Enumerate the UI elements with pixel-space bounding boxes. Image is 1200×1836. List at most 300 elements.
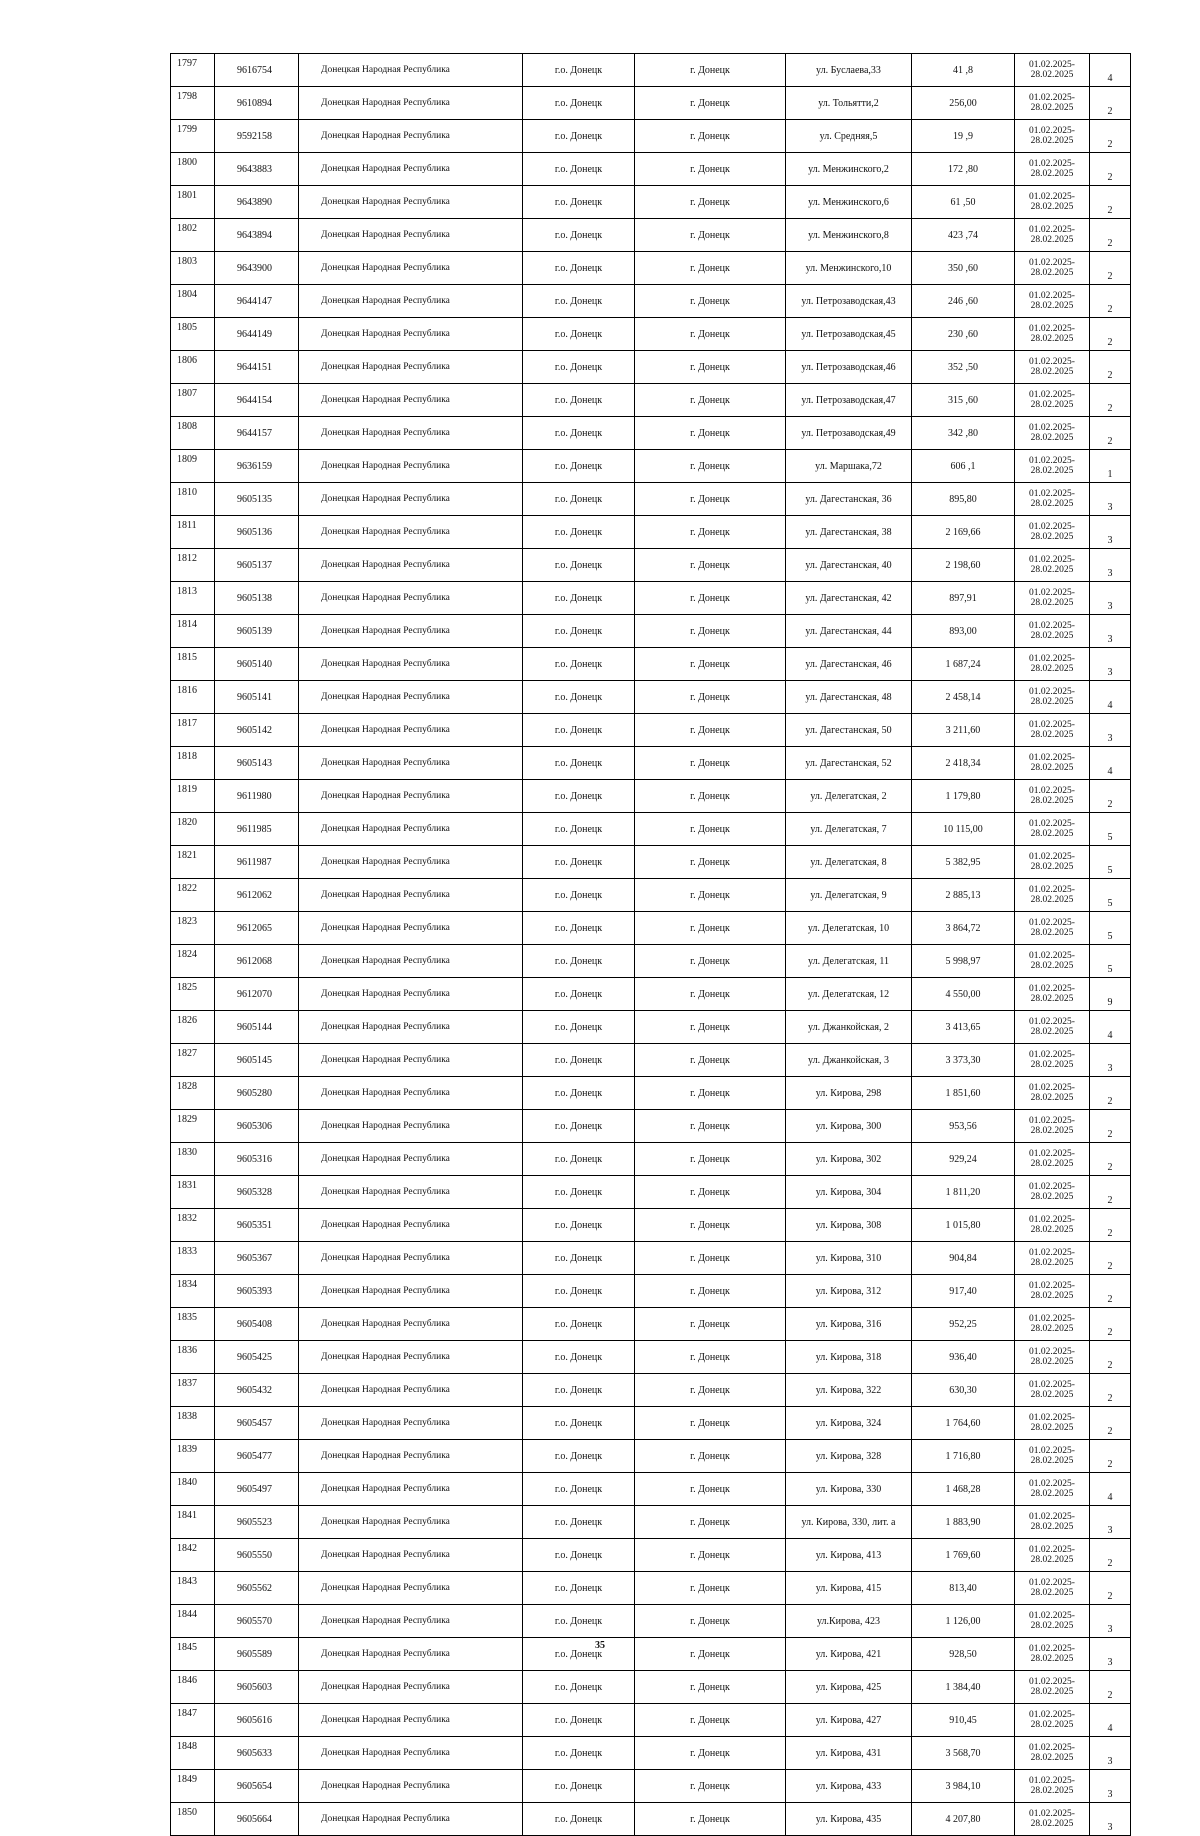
area-cell: 3 568,70 (912, 1737, 1015, 1770)
municipality-cell: г.о. Донецк (523, 1770, 635, 1803)
municipality-cell: г.о. Донецк (523, 1011, 635, 1044)
period-start: 01.02.2025- (1029, 390, 1075, 400)
count-cell: 2 (1090, 1176, 1131, 1209)
area-cell: 1 015,80 (912, 1209, 1015, 1242)
row-number-cell: 1814 (171, 615, 215, 648)
count-cell: 2 (1090, 1407, 1131, 1440)
period-start: 01.02.2025- (1029, 1512, 1075, 1522)
region-cell: Донецкая Народная Республика (299, 54, 523, 87)
row-number-cell: 1811 (171, 516, 215, 549)
municipality-cell: г.о. Донецк (523, 219, 635, 252)
area-cell: 41 ,8 (912, 54, 1015, 87)
period-start: 01.02.2025- (1029, 423, 1075, 433)
region-cell: Донецкая Народная Республика (299, 615, 523, 648)
municipality-cell: г.о. Донецк (523, 1737, 635, 1770)
period-end: 28.02.2025 (1030, 730, 1074, 740)
area-cell: 910,45 (912, 1704, 1015, 1737)
region-cell: Донецкая Народная Республика (299, 87, 523, 120)
city-cell: г. Донецк (635, 516, 786, 549)
municipality-cell: г.о. Донецк (523, 186, 635, 219)
period-cell (1015, 1671, 1090, 1704)
count-cell: 3 (1090, 516, 1131, 549)
area-cell: 172 ,80 (912, 153, 1015, 186)
object-id-cell: 9605457 (215, 1407, 299, 1440)
count-cell: 2 (1090, 1341, 1131, 1374)
region-cell: Донецкая Народная Республика (299, 1275, 523, 1308)
address-cell: ул. Тольятти,2 (786, 87, 912, 120)
area-cell: 3 211,60 (912, 714, 1015, 747)
row-number-cell: 1841 (171, 1506, 215, 1539)
municipality-cell: г.о. Донецк (523, 714, 635, 747)
row-number-cell: 1847 (171, 1704, 215, 1737)
region-cell: Донецкая Народная Республика (299, 1473, 523, 1506)
table-row (171, 54, 1131, 87)
period-start: 01.02.2025- (1029, 456, 1075, 466)
municipality-cell: г.о. Донецк (523, 1803, 635, 1836)
municipality-cell: г.о. Донецк (523, 1077, 635, 1110)
row-number-cell: 1809 (171, 450, 215, 483)
region-cell: Донецкая Народная Республика (299, 1737, 523, 1770)
address-cell: ул. Кирова, 310 (786, 1242, 912, 1275)
period-start: 01.02.2025- (1029, 1347, 1075, 1357)
region-cell: Донецкая Народная Республика (299, 912, 523, 945)
city-cell: г. Донецк (635, 1803, 786, 1836)
row-number-cell: 1827 (171, 1044, 215, 1077)
count-cell: 2 (1090, 1143, 1131, 1176)
count-cell: 4 (1090, 54, 1131, 87)
period-cell (1015, 945, 1090, 978)
count-cell: 2 (1090, 1110, 1131, 1143)
period-cell (1015, 1539, 1090, 1572)
period-end: 28.02.2025 (1030, 1456, 1074, 1466)
period-cell (1015, 252, 1090, 285)
area-cell: 2 458,14 (912, 681, 1015, 714)
period-end: 28.02.2025 (1030, 1192, 1074, 1202)
municipality-cell: г.о. Донецк (523, 450, 635, 483)
municipality-cell: г.о. Донецк (523, 1407, 635, 1440)
city-cell: г. Донецк (635, 1044, 786, 1077)
period-end: 28.02.2025 (1030, 565, 1074, 575)
period-cell (1015, 615, 1090, 648)
municipality-cell: г.о. Донецк (523, 1506, 635, 1539)
region-cell: Донецкая Народная Республика (299, 879, 523, 912)
region-cell: Донецкая Народная Республика (299, 450, 523, 483)
count-cell: 3 (1090, 1506, 1131, 1539)
row-number-cell: 1826 (171, 1011, 215, 1044)
address-cell: ул. Кирова, 318 (786, 1341, 912, 1374)
object-id-cell: 9612065 (215, 912, 299, 945)
area-cell: 4 207,80 (912, 1803, 1015, 1836)
period-end: 28.02.2025 (1030, 1093, 1074, 1103)
period-end: 28.02.2025 (1030, 1753, 1074, 1763)
period-start: 01.02.2025- (1029, 1479, 1075, 1489)
area-cell: 630,30 (912, 1374, 1015, 1407)
city-cell: г. Донецк (635, 1605, 786, 1638)
municipality-cell: г.о. Донецк (523, 285, 635, 318)
count-cell: 5 (1090, 912, 1131, 945)
city-cell: г. Донецк (635, 120, 786, 153)
city-cell: г. Донецк (635, 417, 786, 450)
object-id-cell: 9605616 (215, 1704, 299, 1737)
object-id-cell: 9610894 (215, 87, 299, 120)
period-start: 01.02.2025- (1029, 1776, 1075, 1786)
period-start: 01.02.2025- (1029, 1116, 1075, 1126)
area-cell: 1 384,40 (912, 1671, 1015, 1704)
city-cell: г. Донецк (635, 1671, 786, 1704)
city-cell: г. Донецк (635, 54, 786, 87)
count-cell: 2 (1090, 780, 1131, 813)
period-end: 28.02.2025 (1030, 1621, 1074, 1631)
city-cell: г. Донецк (635, 1242, 786, 1275)
period-end: 28.02.2025 (1030, 763, 1074, 773)
area-cell: 1 769,60 (912, 1539, 1015, 1572)
object-id-cell: 9605589 (215, 1638, 299, 1671)
area-cell: 952,25 (912, 1308, 1015, 1341)
object-id-cell: 9611980 (215, 780, 299, 813)
city-cell: г. Донецк (635, 1737, 786, 1770)
address-cell: ул. Кирова, 433 (786, 1770, 912, 1803)
object-id-cell: 9605367 (215, 1242, 299, 1275)
city-cell: г. Донецк (635, 1209, 786, 1242)
address-cell: ул. Кирова, 302 (786, 1143, 912, 1176)
city-cell: г. Донецк (635, 351, 786, 384)
period-start: 01.02.2025- (1029, 60, 1075, 70)
period-start: 01.02.2025- (1029, 1809, 1075, 1819)
period-start: 01.02.2025- (1029, 1578, 1075, 1588)
address-cell: ул. Петрозаводская,46 (786, 351, 912, 384)
row-number-cell: 1808 (171, 417, 215, 450)
area-cell: 5 998,97 (912, 945, 1015, 978)
table-row (171, 1671, 1131, 1704)
area-cell: 230 ,60 (912, 318, 1015, 351)
row-number-cell: 1834 (171, 1275, 215, 1308)
region-cell: Донецкая Народная Республика (299, 1011, 523, 1044)
row-number-cell: 1829 (171, 1110, 215, 1143)
address-cell: ул.Кирова, 423 (786, 1605, 912, 1638)
municipality-cell: г.о. Донецк (523, 87, 635, 120)
period-cell (1015, 1176, 1090, 1209)
object-id-cell: 9612068 (215, 945, 299, 978)
object-id-cell: 9644157 (215, 417, 299, 450)
period-end: 28.02.2025 (1030, 1819, 1074, 1829)
row-number-cell: 1832 (171, 1209, 215, 1242)
table-row (171, 1242, 1131, 1275)
region-cell: Донецкая Народная Республика (299, 1572, 523, 1605)
period-end: 28.02.2025 (1030, 1423, 1074, 1433)
object-id-cell: 9605477 (215, 1440, 299, 1473)
region-cell: Донецкая Народная Республика (299, 714, 523, 747)
table-row (171, 1605, 1131, 1638)
object-id-cell: 9605562 (215, 1572, 299, 1605)
register-rows (171, 54, 1131, 1836)
municipality-cell: г.о. Донецк (523, 1671, 635, 1704)
address-cell: ул. Кирова, 421 (786, 1638, 912, 1671)
municipality-cell: г.о. Донецк (523, 615, 635, 648)
object-id-cell: 9605137 (215, 549, 299, 582)
period-end: 28.02.2025 (1030, 466, 1074, 476)
count-cell: 5 (1090, 945, 1131, 978)
count-cell: 2 (1090, 351, 1131, 384)
region-cell: Донецкая Народная Республика (299, 1539, 523, 1572)
city-cell: г. Донецк (635, 1176, 786, 1209)
count-cell: 5 (1090, 879, 1131, 912)
row-number-cell: 1845 (171, 1638, 215, 1671)
city-cell: г. Донецк (635, 153, 786, 186)
region-cell: Донецкая Народная Республика (299, 1704, 523, 1737)
city-cell: г. Донецк (635, 285, 786, 318)
table-row (171, 1440, 1131, 1473)
region-cell: Донецкая Народная Республика (299, 1671, 523, 1704)
count-cell: 3 (1090, 714, 1131, 747)
period-end: 28.02.2025 (1030, 334, 1074, 344)
object-id-cell: 9605316 (215, 1143, 299, 1176)
count-cell: 2 (1090, 1539, 1131, 1572)
period-cell (1015, 1110, 1090, 1143)
period-end: 28.02.2025 (1030, 1786, 1074, 1796)
period-end: 28.02.2025 (1030, 1555, 1074, 1565)
address-cell: ул. Дагестанская, 52 (786, 747, 912, 780)
municipality-cell: г.о. Донецк (523, 1209, 635, 1242)
period-end: 28.02.2025 (1030, 1357, 1074, 1367)
object-id-cell: 9636159 (215, 450, 299, 483)
period-end: 28.02.2025 (1030, 631, 1074, 641)
row-number-cell: 1804 (171, 285, 215, 318)
period-end: 28.02.2025 (1030, 895, 1074, 905)
period-cell (1015, 417, 1090, 450)
area-cell: 893,00 (912, 615, 1015, 648)
row-number-cell: 1818 (171, 747, 215, 780)
city-cell: г. Донецк (635, 1110, 786, 1143)
row-number-cell: 1802 (171, 219, 215, 252)
address-cell: ул. Делегатская, 8 (786, 846, 912, 879)
table-row (171, 186, 1131, 219)
period-end: 28.02.2025 (1030, 1687, 1074, 1697)
table-row (171, 219, 1131, 252)
row-number-cell: 1846 (171, 1671, 215, 1704)
region-cell: Донецкая Народная Республика (299, 1770, 523, 1803)
period-cell (1015, 516, 1090, 549)
object-id-cell: 9605633 (215, 1737, 299, 1770)
period-end: 28.02.2025 (1030, 103, 1074, 113)
object-id-cell: 9605143 (215, 747, 299, 780)
object-id-cell: 9605570 (215, 1605, 299, 1638)
object-id-cell: 9643890 (215, 186, 299, 219)
period-end: 28.02.2025 (1030, 169, 1074, 179)
period-start: 01.02.2025- (1029, 291, 1075, 301)
area-cell: 10 115,00 (912, 813, 1015, 846)
row-number-cell: 1807 (171, 384, 215, 417)
table-row (171, 1143, 1131, 1176)
address-cell: ул. Менжинского,10 (786, 252, 912, 285)
address-cell: ул. Делегатская, 10 (786, 912, 912, 945)
count-cell: 2 (1090, 186, 1131, 219)
area-cell: 315 ,60 (912, 384, 1015, 417)
address-cell: ул. Менжинского,8 (786, 219, 912, 252)
object-id-cell: 9612070 (215, 978, 299, 1011)
city-cell: г. Донецк (635, 1770, 786, 1803)
region-cell: Донецкая Народная Республика (299, 1506, 523, 1539)
period-cell (1015, 87, 1090, 120)
table-row (171, 912, 1131, 945)
table-row (171, 1077, 1131, 1110)
municipality-cell: г.о. Донецк (523, 351, 635, 384)
table-row (171, 549, 1131, 582)
period-cell (1015, 714, 1090, 747)
municipality-cell: г.о. Донецк (523, 945, 635, 978)
city-cell: г. Донецк (635, 384, 786, 417)
address-cell: ул. Кирова, 324 (786, 1407, 912, 1440)
city-cell: г. Донецк (635, 648, 786, 681)
address-cell: ул. Дагестанская, 50 (786, 714, 912, 747)
city-cell: г. Донецк (635, 483, 786, 516)
city-cell: г. Донецк (635, 813, 786, 846)
period-cell (1015, 813, 1090, 846)
area-cell: 929,24 (912, 1143, 1015, 1176)
address-cell: ул. Дагестанская, 36 (786, 483, 912, 516)
city-cell: г. Донецк (635, 582, 786, 615)
period-end: 28.02.2025 (1030, 301, 1074, 311)
area-cell: 1 883,90 (912, 1506, 1015, 1539)
row-number-cell: 1844 (171, 1605, 215, 1638)
period-start: 01.02.2025- (1029, 93, 1075, 103)
table-row (171, 120, 1131, 153)
municipality-cell: г.о. Донецк (523, 582, 635, 615)
address-cell: ул. Кирова, 431 (786, 1737, 912, 1770)
period-cell (1015, 120, 1090, 153)
table-row (171, 252, 1131, 285)
area-cell: 2 418,34 (912, 747, 1015, 780)
city-cell: г. Донецк (635, 1506, 786, 1539)
table-row (171, 780, 1131, 813)
region-cell: Донецкая Народная Республика (299, 1638, 523, 1671)
city-cell: г. Донецк (635, 1572, 786, 1605)
address-cell: ул. Джанкойская, 3 (786, 1044, 912, 1077)
table-row (171, 1110, 1131, 1143)
municipality-cell: г.о. Донецк (523, 1440, 635, 1473)
period-end: 28.02.2025 (1030, 1027, 1074, 1037)
period-cell (1015, 1440, 1090, 1473)
count-cell: 2 (1090, 1242, 1131, 1275)
count-cell: 9 (1090, 978, 1131, 1011)
region-cell: Донецкая Народная Республика (299, 1374, 523, 1407)
municipality-cell: г.о. Донецк (523, 417, 635, 450)
object-id-cell: 9605135 (215, 483, 299, 516)
object-id-cell: 9605280 (215, 1077, 299, 1110)
row-number-cell: 1819 (171, 780, 215, 813)
period-end: 28.02.2025 (1030, 1159, 1074, 1169)
table-row (171, 1803, 1131, 1836)
count-cell: 1 (1090, 450, 1131, 483)
period-cell (1015, 483, 1090, 516)
object-id-cell: 9643883 (215, 153, 299, 186)
city-cell: г. Донецк (635, 1077, 786, 1110)
period-start: 01.02.2025- (1029, 126, 1075, 136)
row-number-cell: 1830 (171, 1143, 215, 1176)
row-number-cell: 1837 (171, 1374, 215, 1407)
period-end: 28.02.2025 (1030, 796, 1074, 806)
period-end: 28.02.2025 (1030, 433, 1074, 443)
object-id-cell: 9605306 (215, 1110, 299, 1143)
region-cell: Донецкая Народная Республика (299, 780, 523, 813)
area-cell: 352 ,50 (912, 351, 1015, 384)
object-id-cell: 9643894 (215, 219, 299, 252)
address-cell: ул. Дагестанская, 46 (786, 648, 912, 681)
address-cell: ул. Дагестанская, 48 (786, 681, 912, 714)
area-cell: 1 851,60 (912, 1077, 1015, 1110)
table-row (171, 1770, 1131, 1803)
municipality-cell: г.о. Донецк (523, 1176, 635, 1209)
object-id-cell: 9644147 (215, 285, 299, 318)
region-cell: Донецкая Народная Республика (299, 318, 523, 351)
area-cell: 1 811,20 (912, 1176, 1015, 1209)
row-number-cell: 1815 (171, 648, 215, 681)
count-cell: 2 (1090, 219, 1131, 252)
period-cell (1015, 1704, 1090, 1737)
object-id-cell: 9605139 (215, 615, 299, 648)
object-id-cell: 9611987 (215, 846, 299, 879)
area-cell: 342 ,80 (912, 417, 1015, 450)
region-cell: Донецкая Народная Республика (299, 681, 523, 714)
period-end: 28.02.2025 (1030, 1489, 1074, 1499)
object-id-cell: 9611985 (215, 813, 299, 846)
region-cell: Донецкая Народная Республика (299, 1803, 523, 1836)
count-cell: 2 (1090, 285, 1131, 318)
city-cell: г. Донецк (635, 1440, 786, 1473)
period-start: 01.02.2025- (1029, 1050, 1075, 1060)
object-id-cell: 9605664 (215, 1803, 299, 1836)
row-number-cell: 1817 (171, 714, 215, 747)
period-cell (1015, 1275, 1090, 1308)
count-cell: 4 (1090, 747, 1131, 780)
period-end: 28.02.2025 (1030, 202, 1074, 212)
area-cell: 2 885,13 (912, 879, 1015, 912)
region-cell: Донецкая Народная Республика (299, 813, 523, 846)
address-cell: ул. Кирова, 322 (786, 1374, 912, 1407)
count-cell: 3 (1090, 1770, 1131, 1803)
object-id-cell: 9644151 (215, 351, 299, 384)
table-row (171, 87, 1131, 120)
region-cell: Донецкая Народная Республика (299, 846, 523, 879)
object-id-cell: 9616754 (215, 54, 299, 87)
period-end: 28.02.2025 (1030, 1654, 1074, 1664)
period-cell (1015, 1506, 1090, 1539)
address-cell: ул. Джанкойская, 2 (786, 1011, 912, 1044)
table-row (171, 1539, 1131, 1572)
table-row (171, 351, 1131, 384)
count-cell: 2 (1090, 87, 1131, 120)
object-id-cell: 9605432 (215, 1374, 299, 1407)
period-end: 28.02.2025 (1030, 829, 1074, 839)
region-cell: Донецкая Народная Республика (299, 747, 523, 780)
count-cell: 2 (1090, 318, 1131, 351)
count-cell: 2 (1090, 417, 1131, 450)
city-cell: г. Донецк (635, 747, 786, 780)
municipality-cell: г.о. Донецк (523, 549, 635, 582)
city-cell: г. Донецк (635, 318, 786, 351)
area-cell: 19 ,9 (912, 120, 1015, 153)
period-cell (1015, 1143, 1090, 1176)
address-cell: ул. Кирова, 308 (786, 1209, 912, 1242)
period-start: 01.02.2025- (1029, 918, 1075, 928)
table-row (171, 1011, 1131, 1044)
period-end: 28.02.2025 (1030, 1324, 1074, 1334)
count-cell: 3 (1090, 1803, 1131, 1836)
period-start: 01.02.2025- (1029, 489, 1075, 499)
area-cell: 895,80 (912, 483, 1015, 516)
period-cell (1015, 1242, 1090, 1275)
row-number-cell: 1816 (171, 681, 215, 714)
period-cell (1015, 1209, 1090, 1242)
